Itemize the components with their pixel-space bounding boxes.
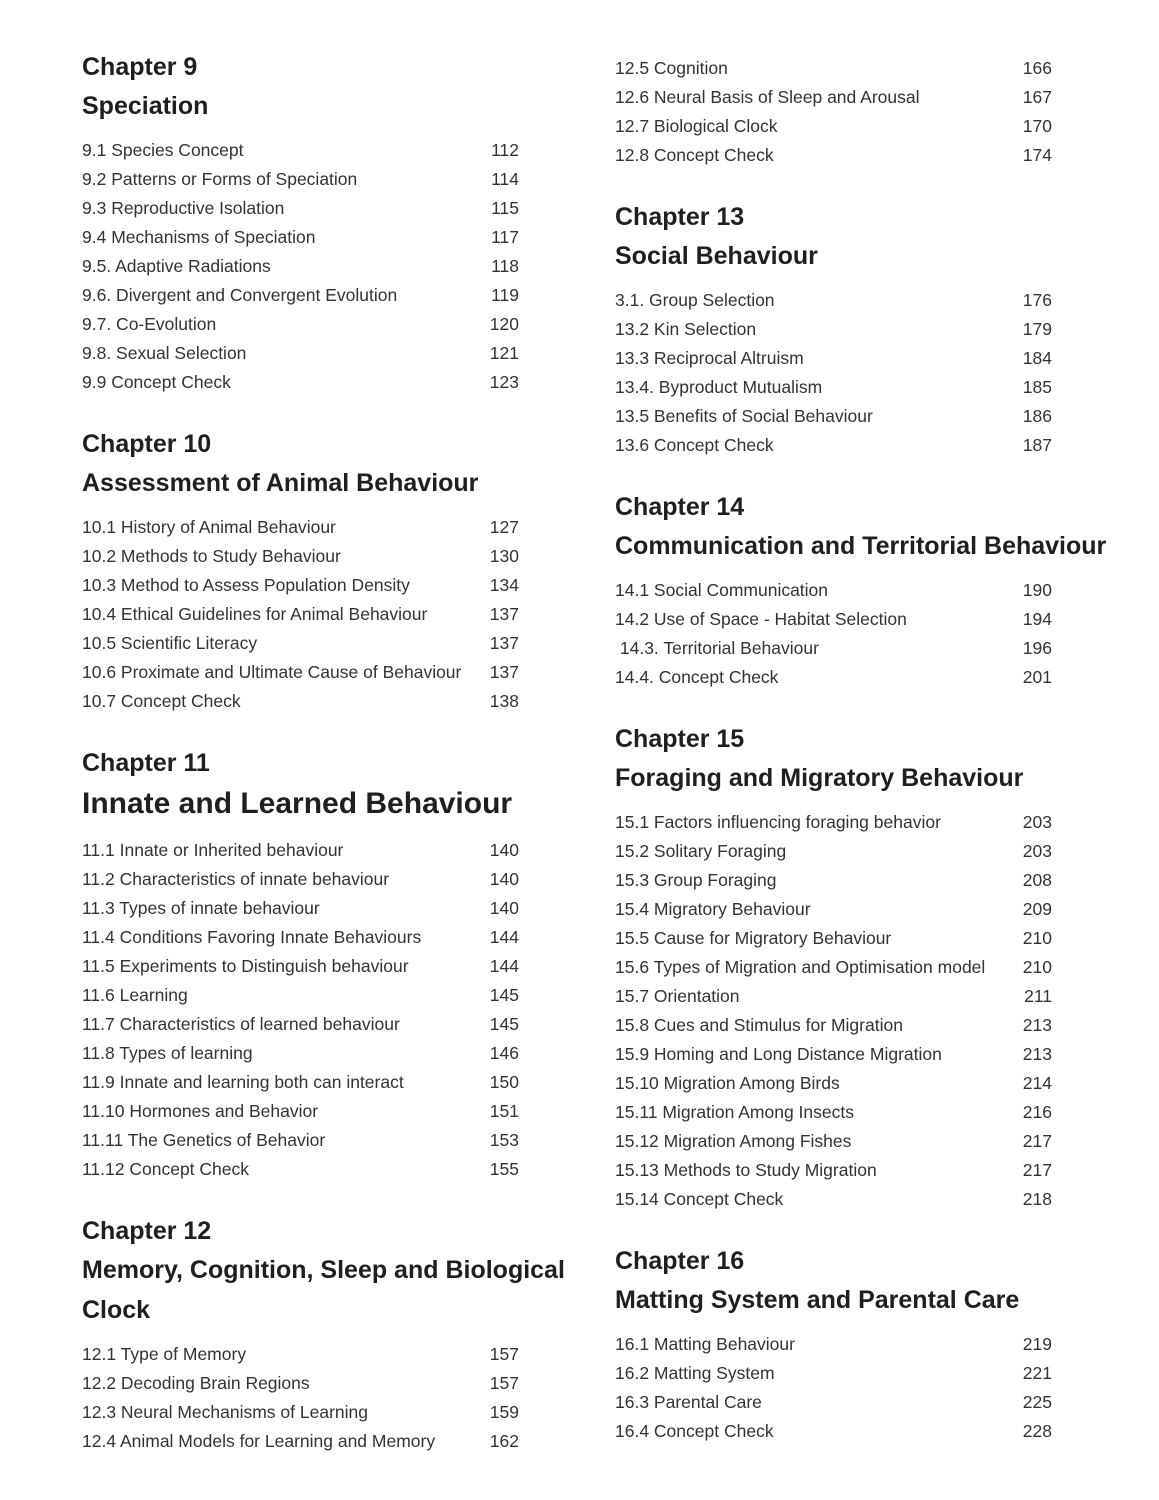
toc-entry — [82, 542, 519, 571]
toc-entry-label: 11.2 Characteristics of innate behaviour — [82, 869, 390, 889]
toc-entry-label: 15.2 Solitary Foraging — [615, 841, 787, 861]
chapter-entries — [82, 836, 519, 1184]
toc-entry — [615, 1156, 1052, 1185]
chapter-entries — [615, 286, 1052, 460]
toc-entry — [82, 513, 519, 542]
toc-entry-page: 213 — [1022, 1015, 1052, 1035]
toc-entry-page: 150 — [489, 1072, 519, 1092]
toc-entry — [82, 1068, 519, 1097]
toc-entry — [615, 83, 1052, 112]
toc-entry — [82, 836, 519, 865]
toc-entry-page: 201 — [1022, 667, 1052, 687]
toc-entry-page: 162 — [489, 1431, 519, 1451]
toc-entry-label: 11.5 Experiments to Distinguish behaviour — [82, 956, 409, 976]
chapter-entries — [82, 513, 519, 716]
toc-entry-label: 9.9 Concept Check — [82, 372, 231, 392]
toc-entry-label: 12.2 Decoding Brain Regions — [82, 1373, 310, 1393]
toc-entry-label: 15.1 Factors influencing foraging behavior — [615, 812, 941, 832]
toc-entry-page: 140 — [489, 869, 519, 889]
toc-entry — [82, 1097, 519, 1126]
toc-entry — [82, 223, 519, 252]
toc-entry-page: 123 — [489, 372, 519, 392]
toc-entry-page: 221 — [1022, 1363, 1052, 1383]
toc-entry — [615, 576, 1052, 605]
toc-entry — [82, 1010, 519, 1039]
toc-entry-page: 228 — [1022, 1421, 1052, 1441]
toc-entry-label: 15.5 Cause for Migratory Behaviour — [615, 928, 892, 948]
toc-entry-page: 174 — [1022, 145, 1052, 165]
toc-entry-page: 210 — [1022, 957, 1052, 977]
toc-entry-page: 217 — [1022, 1160, 1052, 1180]
toc-entry-page: 145 — [489, 1014, 519, 1034]
chapter-section — [615, 488, 1107, 692]
toc-entry-page: 144 — [489, 956, 519, 976]
chapter-section — [615, 720, 1052, 1214]
toc-entry-page: 159 — [489, 1402, 519, 1422]
chapter-title: Memory, Cognition, Sleep and Biological — [82, 1256, 565, 1284]
left-column — [82, 48, 565, 1456]
toc-entry-page: 127 — [489, 517, 519, 537]
toc-entry — [82, 1427, 519, 1456]
toc-entry-label: 11.9 Innate and learning both can interact — [82, 1072, 404, 1092]
toc-entry-page: 185 — [1022, 377, 1052, 397]
chapter-title: Innate and Learned Behaviour — [82, 787, 513, 820]
toc-entry — [615, 924, 1052, 953]
toc-entry — [82, 1126, 519, 1155]
toc-entry — [615, 431, 1052, 460]
toc-entry-page: 138 — [489, 691, 519, 711]
toc-entry — [82, 194, 519, 223]
toc-entry — [82, 1340, 519, 1369]
chapter-heading: Chapter 14 — [615, 493, 745, 521]
toc-entry-page: 153 — [489, 1130, 519, 1150]
chapter-section — [82, 744, 519, 1184]
toc-entry-label: 15.8 Cues and Stimulus for Migration — [615, 1015, 903, 1035]
toc-entry-page: 225 — [1022, 1392, 1052, 1412]
toc-entry-label: 14.3. Territorial Behaviour — [615, 638, 819, 658]
toc-entry — [82, 165, 519, 194]
chapter-entries — [82, 136, 519, 397]
toc-entry-label: 15.14 Concept Check — [615, 1189, 784, 1209]
toc-entry-label: 11.4 Conditions Favoring Innate Behaviours — [82, 927, 422, 947]
toc-entry — [615, 1388, 1052, 1417]
toc-entry-page: 176 — [1022, 290, 1052, 310]
toc-entry-label: 15.4 Migratory Behaviour — [615, 899, 811, 919]
toc-entry-label: 11.3 Types of innate behaviour — [82, 898, 320, 918]
toc-entry-label: 10.5 Scientific Literacy — [82, 633, 258, 653]
toc-entry-label: 13.4. Byproduct Mutualism — [615, 377, 823, 397]
toc-entry — [82, 339, 519, 368]
toc-entry-label: 15.3 Group Foraging — [615, 870, 777, 890]
toc-entry-page: 130 — [489, 546, 519, 566]
toc-entry-label: 10.2 Methods to Study Behaviour — [82, 546, 341, 566]
chapter-heading: Chapter 9 — [82, 53, 198, 81]
chapter-section — [615, 54, 1052, 170]
toc-entry-label: 12.3 Neural Mechanisms of Learning — [82, 1402, 368, 1422]
toc-entry — [615, 286, 1052, 315]
chapter-title: Communication and Territorial Behaviour — [615, 532, 1107, 560]
toc-entry-label: 9.3 Reproductive Isolation — [82, 198, 285, 218]
chapter-heading: Chapter 10 — [82, 430, 212, 458]
toc-entry-page: 121 — [489, 343, 519, 363]
chapter-section — [82, 425, 519, 716]
toc-entry — [82, 1155, 519, 1184]
toc-entry-label: 11.12 Concept Check — [82, 1159, 250, 1179]
toc-entry-label: 16.4 Concept Check — [615, 1421, 774, 1441]
toc-entry-page: 115 — [491, 198, 519, 218]
toc-entry — [82, 136, 519, 165]
toc-entry-label: 15.10 Migration Among Birds — [615, 1073, 840, 1093]
toc-entry-page: 120 — [489, 314, 519, 334]
toc-entry-label: 12.5 Cognition — [615, 58, 728, 78]
toc-entry — [615, 315, 1052, 344]
toc-entry — [82, 952, 519, 981]
toc-entry — [615, 663, 1052, 692]
toc-entry — [615, 1185, 1052, 1214]
toc-entry — [82, 252, 519, 281]
toc-entry-label: 15.12 Migration Among Fishes — [615, 1131, 852, 1151]
toc-entry-label: 10.1 History of Animal Behaviour — [82, 517, 336, 537]
toc-entry — [615, 1417, 1052, 1446]
toc-entry — [615, 837, 1052, 866]
toc-entry-label: 13.3 Reciprocal Altruism — [615, 348, 804, 368]
toc-entry — [615, 953, 1052, 982]
toc-entry-page: 137 — [489, 633, 519, 653]
toc-entry-label: 11.8 Types of learning — [82, 1043, 253, 1063]
chapter-section — [615, 1242, 1052, 1446]
toc-entry-page: 190 — [1022, 580, 1052, 600]
toc-entry-page: 194 — [1022, 609, 1052, 629]
toc-entry-label: 15.9 Homing and Long Distance Migration — [615, 1044, 942, 1064]
toc-entry — [615, 1098, 1052, 1127]
toc-entry-label: 16.2 Matting System — [615, 1363, 775, 1383]
toc-entry-label: 10.6 Proximate and Ultimate Cause of Behaviour — [82, 662, 462, 682]
toc-entry-page: 117 — [491, 227, 519, 247]
toc-entry — [82, 281, 519, 310]
chapter-entries — [615, 54, 1052, 170]
toc-entry-page: 216 — [1022, 1102, 1052, 1122]
toc-entry — [82, 600, 519, 629]
toc-entry-page: 219 — [1022, 1334, 1052, 1354]
toc-entry — [615, 141, 1052, 170]
toc-entry — [615, 982, 1052, 1011]
toc-entry-label: 15.7 Orientation — [615, 986, 740, 1006]
toc-entry-page: 134 — [489, 575, 519, 595]
toc-entry-label: 9.8. Sexual Selection — [82, 343, 247, 363]
toc-entry — [82, 1369, 519, 1398]
toc-entry — [615, 1011, 1052, 1040]
toc-entry-label: 12.4 Animal Models for Learning and Memory — [82, 1431, 436, 1451]
toc-entry-page: 137 — [489, 662, 519, 682]
toc-entry-page: 145 — [489, 985, 519, 1005]
toc-entry-label: 12.6 Neural Basis of Sleep and Arousal — [615, 87, 920, 107]
toc-entry-page: 184 — [1022, 348, 1052, 368]
toc-entry — [615, 373, 1052, 402]
toc-entry-page: 187 — [1022, 435, 1052, 455]
chapter-section — [82, 1212, 565, 1456]
toc-entry-label: 10.3 Method to Assess Population Density — [82, 575, 410, 595]
toc-entry-label: 16.3 Parental Care — [615, 1392, 762, 1412]
toc-entry — [82, 368, 519, 397]
chapter-heading: Chapter 16 — [615, 1247, 745, 1275]
chapter-title: Speciation — [82, 92, 209, 120]
toc-entry-label: 12.7 Biological Clock — [615, 116, 778, 136]
toc-entry-label: 9.2 Patterns or Forms of Speciation — [82, 169, 358, 189]
toc-entry-page: 157 — [489, 1373, 519, 1393]
toc-entry-page: 157 — [489, 1344, 519, 1364]
toc-entry — [615, 634, 1052, 663]
toc-entry — [615, 866, 1052, 895]
chapter-title: Foraging and Migratory Behaviour — [615, 764, 1024, 792]
toc-entry — [82, 894, 519, 923]
toc-entry-page: 186 — [1022, 406, 1052, 426]
toc-entry-label: 10.7 Concept Check — [82, 691, 241, 711]
toc-entry-page: 218 — [1022, 1189, 1052, 1209]
toc-entry-label: 15.13 Methods to Study Migration — [615, 1160, 877, 1180]
toc-entry — [82, 629, 519, 658]
toc-entry — [82, 310, 519, 339]
chapter-section — [82, 48, 519, 397]
chapter-title: Assessment of Animal Behaviour — [82, 469, 479, 497]
toc-entry-label: 12.8 Concept Check — [615, 145, 774, 165]
toc-entry-page: 196 — [1022, 638, 1052, 658]
toc-entry-page: 217 — [1022, 1131, 1052, 1151]
toc-entry-label: 13.2 Kin Selection — [615, 319, 757, 339]
toc-entry — [615, 1330, 1052, 1359]
toc-entry — [82, 981, 519, 1010]
toc-entry — [615, 112, 1052, 141]
toc-entry — [615, 1069, 1052, 1098]
toc-entry — [615, 1127, 1052, 1156]
toc-entry-page: 214 — [1022, 1073, 1052, 1093]
toc-entry-page: 114 — [491, 169, 519, 189]
chapter-title: Social Behaviour — [615, 242, 818, 270]
toc-entry-label: 9.7. Co-Evolution — [82, 314, 217, 334]
toc-entry-label: 9.5. Adaptive Radiations — [82, 256, 271, 276]
toc-entry-label: 14.4. Concept Check — [615, 667, 779, 687]
toc-entry — [615, 895, 1052, 924]
toc-entry-label: 11.11 The Genetics of Behavior — [82, 1130, 326, 1150]
toc-entry-page: 144 — [489, 927, 519, 947]
toc-entry — [82, 923, 519, 952]
toc-entry — [615, 808, 1052, 837]
toc-entry-page: 140 — [489, 840, 519, 860]
chapter-title: Clock — [82, 1296, 151, 1324]
chapter-entries — [82, 1340, 519, 1456]
toc-entry-label: 16.1 Matting Behaviour — [615, 1334, 795, 1354]
chapter-entries — [615, 576, 1052, 692]
toc-entry — [82, 687, 519, 716]
toc-entry-label: 15.6 Types of Migration and Optimisation model — [615, 957, 986, 977]
toc-entry — [82, 658, 519, 687]
toc-entry-label: 12.1 Type of Memory — [82, 1344, 247, 1364]
toc-entry-page: 137 — [489, 604, 519, 624]
chapter-entries — [615, 808, 1052, 1214]
chapter-heading: Chapter 12 — [82, 1217, 212, 1245]
toc-entry-page: 170 — [1022, 116, 1052, 136]
chapter-heading: Chapter 11 — [82, 749, 210, 777]
toc-entry-label: 11.6 Learning — [82, 985, 188, 1005]
toc-entry-page: 146 — [489, 1043, 519, 1063]
toc-entry-page: 208 — [1022, 870, 1052, 890]
toc-entry-page: 167 — [1022, 87, 1052, 107]
toc-entry-page: 179 — [1022, 319, 1052, 339]
toc-entry — [615, 344, 1052, 373]
toc-entry-page: 155 — [489, 1159, 519, 1179]
toc-entry-label: 13.5 Benefits of Social Behaviour — [615, 406, 873, 426]
toc-entry-page: 209 — [1022, 899, 1052, 919]
toc-entry-page: 151 — [489, 1101, 519, 1121]
toc-entry-label: 15.11 Migration Among Insects — [615, 1102, 854, 1122]
toc-entry-label: 10.4 Ethical Guidelines for Animal Behaviour — [82, 604, 428, 624]
toc-entry — [615, 54, 1052, 83]
toc-entry — [82, 571, 519, 600]
toc-entry-page: 119 — [491, 285, 519, 305]
toc-entry — [615, 1359, 1052, 1388]
toc-entry-label: 14.2 Use of Space - Habitat Selection — [615, 609, 907, 629]
chapter-heading: Chapter 15 — [615, 725, 745, 753]
chapter-title: Matting System and Parental Care — [615, 1286, 1020, 1314]
toc-entry-page: 140 — [489, 898, 519, 918]
toc-entry-page: 118 — [491, 256, 519, 276]
toc-entry-page: 166 — [1022, 58, 1052, 78]
chapter-entries — [615, 1330, 1052, 1446]
toc-entry-label: 14.1 Social Communication — [615, 580, 829, 600]
toc-entry-page: 213 — [1022, 1044, 1052, 1064]
toc-entry-page: 112 — [491, 140, 519, 160]
toc-entry-page: 210 — [1022, 928, 1052, 948]
toc-entry-label: 13.6 Concept Check — [615, 435, 774, 455]
chapter-heading: Chapter 13 — [615, 203, 745, 231]
toc-entry-label: 3.1. Group Selection — [615, 290, 775, 310]
toc-entry-label: 11.7 Characteristics of learned behaviour — [82, 1014, 400, 1034]
toc-entry-label: 11.10 Hormones and Behavior — [82, 1101, 319, 1121]
toc-entry-label: 11.1 Innate or Inherited behaviour — [82, 840, 344, 860]
right-column — [615, 44, 1107, 1446]
toc-entry-page: 203 — [1022, 812, 1052, 832]
toc-entry-label: 9.6. Divergent and Convergent Evolution — [82, 285, 398, 305]
toc-entry — [82, 1398, 519, 1427]
toc-entry — [82, 865, 519, 894]
toc-entry — [615, 605, 1052, 634]
toc-entry-page: 211 — [1024, 986, 1052, 1006]
toc-entry-page: 203 — [1022, 841, 1052, 861]
toc-entry — [615, 402, 1052, 431]
chapter-section — [615, 198, 1052, 460]
toc-entry — [82, 1039, 519, 1068]
toc-entry — [615, 1040, 1052, 1069]
toc-entry-label: 9.1 Species Concept — [82, 140, 244, 160]
toc-entry-label: 9.4 Mechanisms of Speciation — [82, 227, 316, 247]
